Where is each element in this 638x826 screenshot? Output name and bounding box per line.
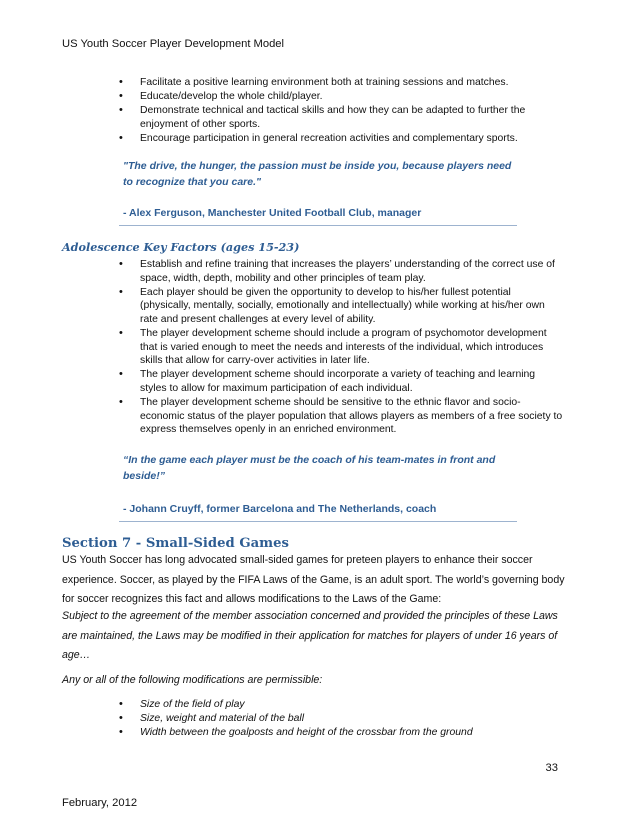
section-7-title: Section 7 - Small-Sided Games [62,536,289,551]
modifications-intro: Any or all of the following modifications are permissible: [62,674,323,686]
adolescence-heading: Adolescence Key Factors (ages 15-23) [62,240,300,254]
page-number: 33 [545,762,558,774]
list-item: • The player development scheme should incorporate a variety of teaching and learning styles to allow for maximum participation of each individual. [119,368,564,395]
list-item: • Facilitate a positive learning environment both at training sessions and matches. [119,76,539,90]
list-item: • Width between the goalposts and height of the crossbar from the ground [119,726,559,740]
list-item: • Size, weight and material of the ball [119,712,559,726]
quote-divider [119,521,517,522]
footer-date: February, 2012 [62,797,138,809]
list-item: • Educate/develop the whole child/player. [119,90,539,104]
list-item: • Encourage participation in general recreation activities and complementary sports. [119,132,539,146]
running-header: US Youth Soccer Player Development Model [62,38,285,50]
attribution-cruyff: - Johann Cruyff, former Barcelona and The Netherlands, coach [123,503,437,515]
quote-divider [119,225,517,226]
adolescence-bullet-list [119,258,564,437]
list-item: • Establish and refine training that increases the players’ understanding of the correct use of space, width, depth, mobility and other principles of team play. [119,258,564,285]
section-7-intro: US Youth Soccer has long advocated small-sided games for preteen players to enhance their soccer experience. Soccer, as played by the FIFA Laws of the Game, is an adult sport. The world’s governing body for soccer recognizes this fact and allows modifications to the Laws of the Game: [62,554,565,605]
list-item: • Each player should be given the opportunity to develop to his/her fullest potential (physically, mentally, socially, emotionally and intellectually) while working at his/her own rate and present challenges at every level of ability. [119,286,564,327]
modifications-list [119,698,559,740]
list-item: • The player development scheme should be sensitive to the ethnic flavor and socio-economic status of the player population that allows players as members of a free society to express themselves openly in an enriched environment. [119,396,564,437]
list-item: • Size of the field of play [119,698,559,712]
attribution-ferguson: - Alex Ferguson, Manchester United Football Club, manager [123,207,422,219]
top-bullet-list [119,76,539,145]
list-item: • Demonstrate technical and tactical skills and how they can be adapted to further the enjoyment of other sports. [119,104,539,131]
section-7-quote: Subject to the agreement of the member association concerned and provided the principles of these Laws are maintained, the Laws may be modified in their application for matches for players of under 16 years of age… [62,610,558,661]
list-item: • The player development scheme should include a program of psychomotor development that is varied enough to meet the needs and interests of the individual, which introduces skills that allow for carry-over activities in later life. [119,327,564,368]
quote-cruyff: “In the game each player must be the coach of his team-mates in front and beside!” [123,454,496,482]
quote-ferguson: "The drive, the hunger, the passion must be inside you, because players need to recognize that you care." [123,160,512,188]
